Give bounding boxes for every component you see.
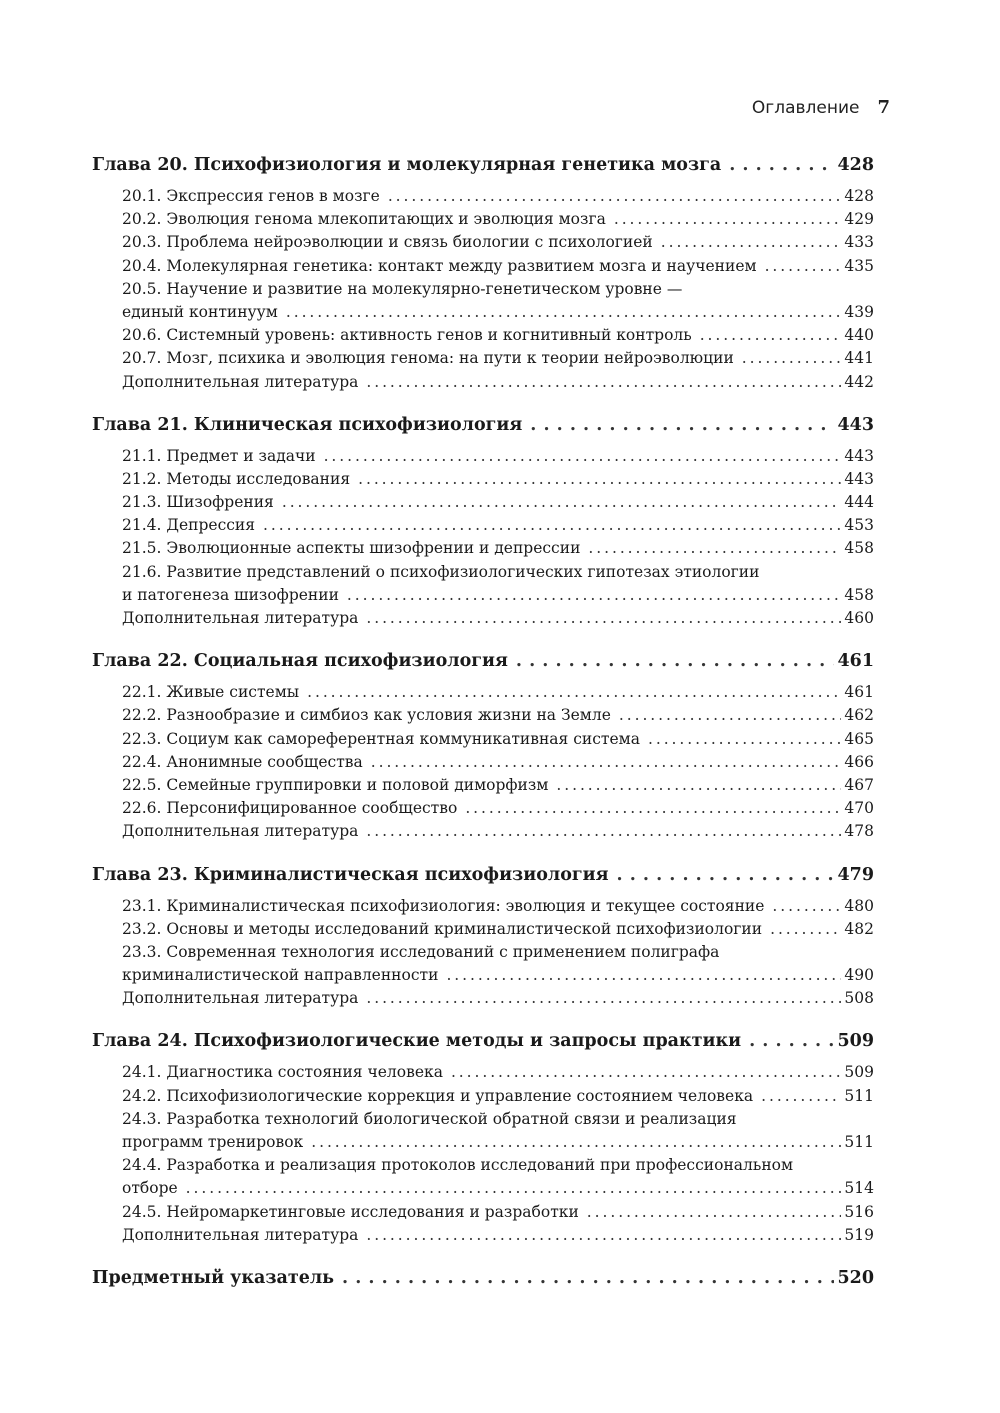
dot-leader [614,208,842,231]
entry-page-number: 453 [844,516,874,535]
dot-leader [186,1177,842,1200]
dot-leader [617,865,835,885]
entry-title-line1: 24.4. Разработка и реализация протоколов исследований при профессиональном [122,1156,794,1175]
chapter-title: Глава 20. Психофизиология и молекулярная генетика мозга [92,155,722,175]
toc-entry[interactable] [122,895,874,918]
entry-page-number: 440 [844,326,874,345]
toc-entry[interactable] [122,371,874,394]
dot-leader [742,347,842,370]
toc-entry[interactable] [122,681,874,704]
entry-page-number: 511 [844,1133,874,1151]
dot-leader [347,584,842,607]
entry-page-number: 443 [844,469,874,488]
table-of-contents [92,155,874,1298]
toc-entry[interactable] [122,231,874,254]
dot-leader [366,371,841,394]
entry-list [92,895,874,1011]
toc-entry[interactable] [122,728,874,751]
chapter-block [92,155,874,394]
entry-title: 21.5. Эволюционные аспекты шизофрении и депрессии [122,539,581,558]
toc-entry[interactable] [122,278,874,324]
entry-title: Дополнительная литература [122,372,359,391]
dot-leader [772,895,841,918]
entry-page-number: 470 [844,799,874,818]
toc-entry[interactable] [122,185,874,208]
entry-page-number: 442 [844,372,874,391]
toc-entry[interactable] [122,704,874,727]
dot-leader [307,681,841,704]
dot-leader [619,704,842,727]
entry-title: 20.6. Системный уровень: активность генов и когнитивный контроль [122,326,692,345]
entry-page-number: 465 [844,729,874,748]
toc-entry[interactable] [122,1108,874,1154]
toc-entry[interactable] [122,1201,874,1224]
entry-page-number: 461 [844,683,874,702]
entry-page-number: 482 [844,919,874,938]
entry-page-number: 490 [844,966,874,985]
dot-leader [516,651,835,671]
chapter-block [92,865,874,1011]
toc-entry[interactable] [122,751,874,774]
chapter-block [92,415,874,631]
chapter-page-number: 479 [837,864,874,885]
toc-entry[interactable] [122,941,874,987]
chapter-heading[interactable] [92,1031,874,1061]
dot-leader [366,1224,841,1247]
chapter-block [92,651,874,843]
toc-entry[interactable] [122,255,874,278]
toc-entry[interactable] [122,514,874,537]
entry-page-number: 466 [844,752,874,771]
dot-leader [282,491,842,514]
dot-leader [371,751,842,774]
entry-title-line2: единый континуум [122,302,278,321]
chapter-page-number: 509 [837,1031,874,1052]
toc-entry[interactable] [122,1061,874,1084]
entry-page-number: 460 [844,609,874,627]
dot-leader [342,1268,834,1288]
dot-leader [661,231,842,254]
entry-page-number: 458 [844,585,874,604]
entry-title: Дополнительная литература [122,822,359,841]
entry-title-line1: 21.6. Развитие представлений о психофизиологических гипотезах этиологии [122,562,760,581]
entry-page-number: 444 [844,493,874,512]
entry-page-number: 428 [844,187,874,205]
chapter-heading[interactable] [92,865,874,895]
entry-page-number: 435 [844,256,874,275]
entry-title-line2: программ тренировок [122,1133,304,1151]
entry-title-line1: 24.3. Разработка технологий биологической обратной связи и реализация [122,1109,737,1128]
running-header [752,97,890,118]
dot-leader [770,918,841,941]
dot-leader [700,324,842,347]
entry-page-number: 514 [844,1179,874,1198]
toc-entry[interactable] [122,468,874,491]
entry-title: 24.2. Психофизиологические коррекция и управление состоянием человека [122,1086,754,1105]
chapter-page-number: 461 [837,651,874,672]
entry-page-number: 433 [844,233,874,252]
entry-title-line2: криминалистической направленности [122,966,439,985]
subject-index-title: Предметный указатель [92,1267,335,1288]
toc-entry[interactable] [122,491,874,514]
toc-entry[interactable] [122,607,874,630]
toc-entry[interactable] [122,797,874,820]
toc-entry[interactable] [122,918,874,941]
entry-title: 24.1. Диагностика состояния человека [122,1063,443,1082]
entry-title-line1: 23.3. Современная технология исследований с применением полиграфа [122,942,720,961]
entry-list [92,185,874,394]
entry-continuation [122,1177,874,1200]
entry-title: 23.2. Основы и методы исследований криминалистической психофизиологии [122,919,763,938]
entry-page-number: 462 [844,706,874,725]
entry-page-number: 439 [844,302,874,321]
entry-title: 22.5. Семейные группировки и половой диморфизм [122,775,549,794]
entry-title: 20.1. Экспрессия генов в мозге [122,187,380,205]
entry-page-number: 458 [844,539,874,558]
toc-entry[interactable] [122,324,874,347]
toc-entry[interactable] [122,1085,874,1108]
toc-entry[interactable] [122,537,874,560]
dot-leader [588,537,841,560]
entry-title: 22.1. Живые системы [122,683,300,702]
entry-page-number: 511 [844,1086,874,1105]
dot-leader [648,728,841,751]
toc-entry[interactable] [122,445,874,468]
subject-index-page-number: 520 [837,1267,874,1288]
chapter-heading[interactable] [92,651,874,681]
entry-title: Дополнительная литература [122,609,359,627]
dot-leader [530,415,834,435]
entry-page-number: 478 [844,822,874,841]
toc-entry[interactable] [122,820,874,843]
dot-leader [765,255,842,278]
dot-leader [311,1131,841,1154]
entry-title: 22.2. Разнообразие и симбиоз как условия жизни на Земле [122,706,611,725]
dot-leader [587,1201,842,1224]
entry-page-number: 509 [844,1063,874,1082]
dot-leader [286,301,842,324]
entry-title-line2: и патогенеза шизофрении [122,585,339,604]
page-number: 7 [877,97,890,118]
entry-title: 22.3. Социум как самореферентная коммуникативная система [122,729,640,748]
entry-continuation [122,584,874,607]
entry-title: 20.2. Эволюция генома млекопитающих и эволюция мозга [122,210,606,229]
entry-title: 21.3. Шизофрения [122,493,274,512]
entry-list [92,681,874,843]
dot-leader [451,1061,841,1084]
chapter-heading[interactable] [92,155,874,185]
entry-title: 24.5. Нейромаркетинговые исследования и разработки [122,1202,579,1221]
chapter-page-number: 428 [837,155,874,175]
entry-continuation [122,301,874,324]
entry-list [92,1061,874,1247]
entry-continuation [122,964,874,987]
entry-title: 21.1. Предмет и задачи [122,446,316,465]
toc-entry[interactable] [122,1154,874,1200]
entry-title: 23.1. Криминалистическая психофизиология: эволюция и текущее состояние [122,896,765,915]
dot-leader [761,1085,841,1108]
entry-title: 20.3. Проблема нейроэволюции и связь биологии с психологией [122,233,653,252]
dot-leader [324,445,842,468]
dot-leader [366,607,841,630]
entry-page-number: 516 [844,1202,874,1221]
entry-title-line2: отборе [122,1179,178,1198]
entry-list [92,445,874,631]
subject-index-heading[interactable] [92,1268,874,1298]
entry-title: 22.4. Анонимные сообщества [122,752,363,771]
entry-page-number: 443 [844,446,874,465]
chapter-title: Глава 21. Клиническая психофизиология [92,414,523,435]
chapter-title: Глава 24. Психофизиологические методы и запросы практики [92,1031,742,1052]
toc-entry[interactable] [122,347,874,370]
toc-entry[interactable] [122,774,874,797]
entry-title-line1: 20.5. Научение и развитие на молекулярно-генетическом уровне — [122,279,683,298]
entry-title: Дополнительная литература [122,989,359,1008]
toc-entry[interactable] [122,561,874,607]
entry-title: 20.7. Мозг, психика и эволюция генома: на пути к теории нейроэволюции [122,349,734,368]
section-title: Оглавление [751,98,860,118]
entry-page-number: 508 [844,989,874,1008]
chapter-title: Глава 22. Социальная психофизиология [92,651,508,672]
chapter-title: Глава 23. Криминалистическая психофизиология [92,864,609,885]
toc-entry[interactable] [122,987,874,1010]
entry-page-number: 441 [844,349,874,368]
dot-leader [366,820,841,843]
toc-entry[interactable] [122,1224,874,1247]
dot-leader [729,155,834,175]
entry-title: 21.2. Методы исследования [122,469,351,488]
entry-title: 20.4. Молекулярная генетика: контакт между развитием мозга и научением [122,256,757,275]
dot-leader [358,468,841,491]
entry-continuation [122,1131,874,1154]
dot-leader [263,514,841,537]
chapter-heading[interactable] [92,415,874,445]
entry-page-number: 429 [844,210,874,229]
toc-entry[interactable] [122,208,874,231]
entry-page-number: 467 [844,775,874,794]
chapter-page-number: 443 [837,414,874,435]
entry-page-number: 519 [844,1225,874,1244]
entry-title: Дополнительная литература [122,1225,359,1244]
dot-leader [446,964,841,987]
dot-leader [556,774,841,797]
entry-title: 22.6. Персонифицированное сообщество [122,799,458,818]
chapter-block [92,1031,874,1247]
entry-page-number: 480 [844,896,874,915]
dot-leader [749,1031,834,1051]
dot-leader [366,987,841,1010]
dot-leader [465,797,841,820]
entry-title: 21.4. Депрессия [122,516,256,535]
dot-leader [388,185,842,208]
